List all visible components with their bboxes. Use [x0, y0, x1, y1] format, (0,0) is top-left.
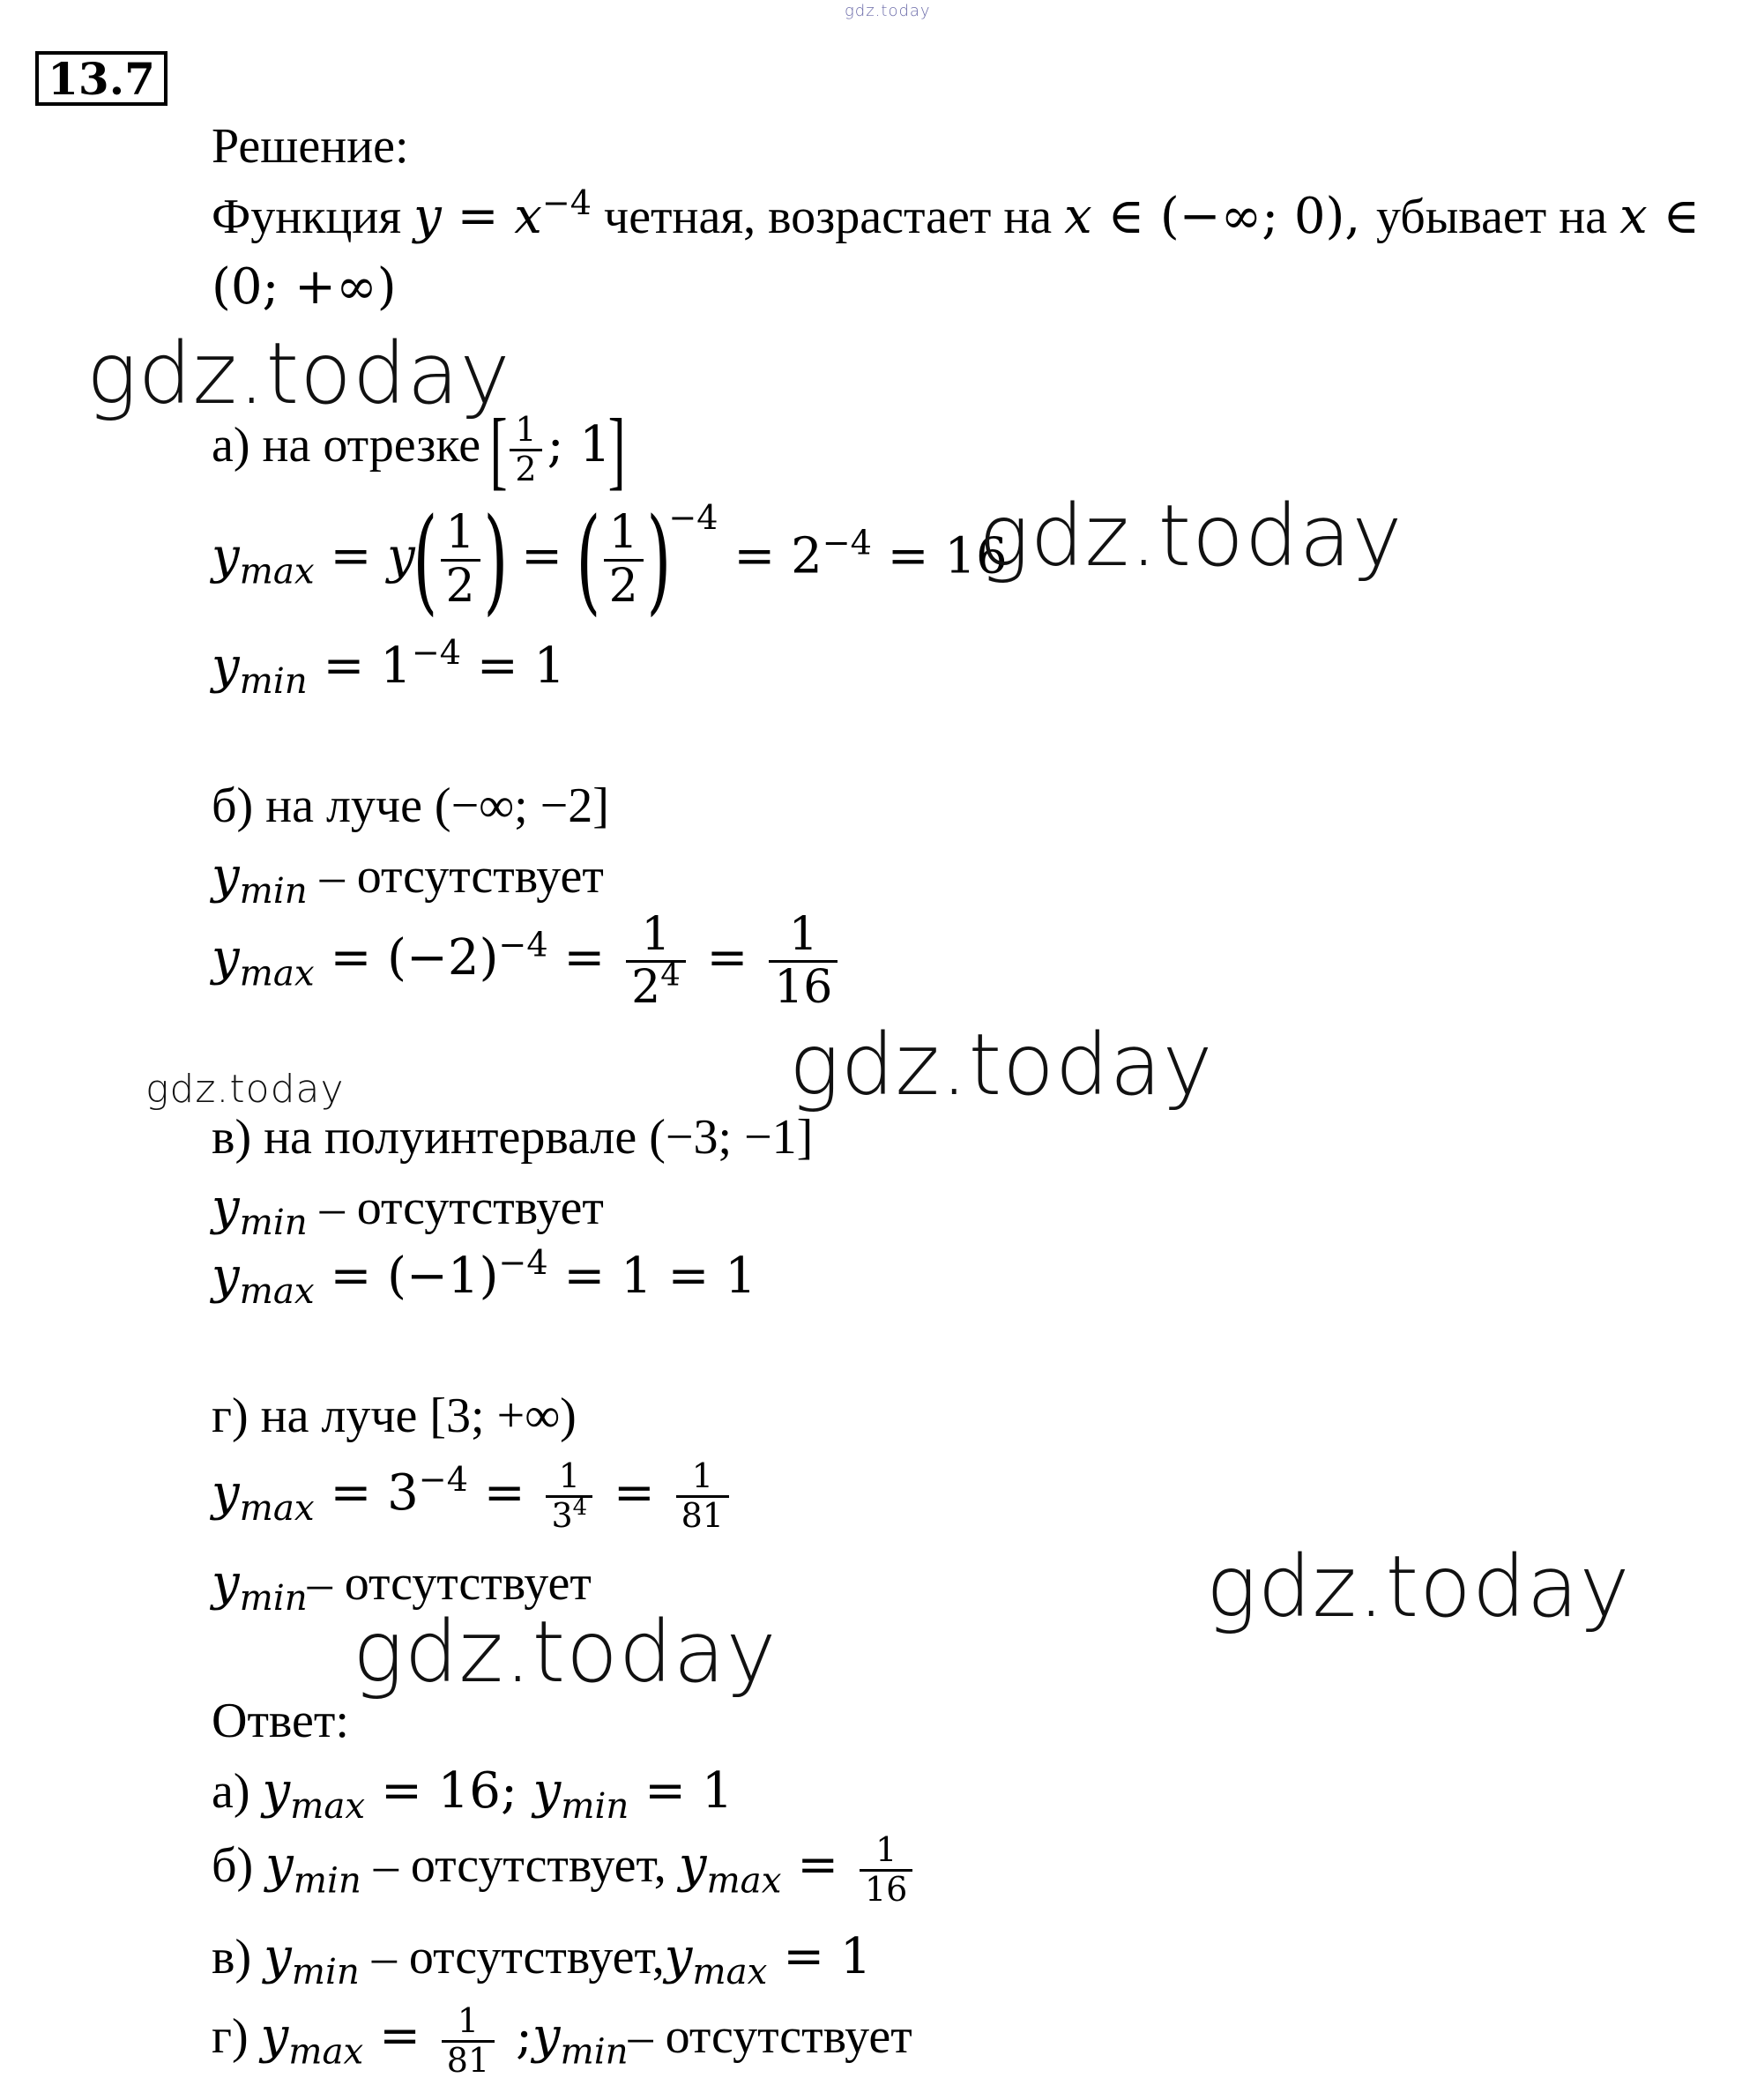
- ymax-frac-1: [441, 508, 480, 611]
- g-frac-1-num: 1: [546, 1458, 592, 1498]
- watermark-top: gdz.today: [845, 2, 931, 20]
- answer-a-label: а): [212, 1764, 263, 1819]
- part-g-label: г) на луче [3; +∞): [212, 1389, 577, 1443]
- paren-open-2: (: [576, 493, 601, 627]
- g-ymax-pow: −4: [418, 1459, 468, 1499]
- intro-eq: =: [441, 188, 515, 245]
- answer-a-ymax-sub: max: [290, 1785, 366, 1828]
- ymax-eq2: =: [505, 527, 578, 585]
- watermark-5: gdz.today: [1206, 1538, 1631, 1636]
- answer-b: [212, 1832, 918, 1909]
- part-g-ymax: [212, 1458, 734, 1535]
- answer-g-sep: ;: [500, 2007, 532, 2066]
- v-ymax-rest: = 1 = 1: [547, 1247, 756, 1305]
- answer-v-ymin-var: y: [264, 1928, 292, 1985]
- answer-b-ymin-var: y: [265, 1836, 294, 1895]
- answer-g-ymax-var: y: [260, 2007, 289, 2066]
- ymax-frac-1-num: 1: [441, 508, 480, 561]
- g-ymax-var: y: [212, 1463, 240, 1522]
- answer-b-eq: =: [781, 1836, 854, 1895]
- watermark-3: gdz.today: [789, 1016, 1214, 1114]
- b-frac-1-den-base: 2: [631, 961, 661, 1015]
- b-ymin-text: – отсутствует: [307, 849, 604, 904]
- solution-label: Решение:: [212, 119, 409, 174]
- b-eq2: =: [690, 929, 764, 987]
- ymax-sub: max: [239, 550, 315, 592]
- ymin-rest2: = 1: [461, 637, 566, 695]
- g-ymax-eq: = 3: [314, 1463, 419, 1522]
- b-ymax-eq: = (−2): [314, 929, 499, 987]
- v-ymin-text: – отсутствует: [307, 1180, 604, 1235]
- b-ymax-sub: max: [239, 952, 315, 994]
- answer-a-ymax-val: = 16;: [365, 1762, 533, 1820]
- g-frac-2: [676, 1458, 729, 1535]
- part-b-ymax: [212, 910, 843, 1013]
- ymax-eq3: = 2: [718, 527, 823, 585]
- answer-b-ymax-var: y: [678, 1836, 707, 1895]
- problem-number: 13.7: [35, 51, 168, 106]
- ymax-pow: −4: [668, 498, 718, 537]
- g-ymax-sub: max: [239, 1486, 315, 1529]
- g-frac-1-den-base: 3: [551, 1495, 573, 1535]
- b-frac-1-den-pow: 4: [660, 957, 681, 994]
- intro-in-sym: ∈: [1647, 188, 1700, 245]
- g-ymin-var: y: [212, 1554, 240, 1612]
- ymax-var: y: [212, 527, 240, 585]
- answer-v-ymax-var: y: [664, 1928, 693, 1985]
- answer-b-frac: [860, 1832, 912, 1909]
- ymin-sub: min: [239, 660, 308, 703]
- paren-open: (: [413, 493, 438, 627]
- answer-v: [212, 1928, 872, 1993]
- intro-text-a: Функция: [212, 190, 414, 244]
- ymin-var: y: [212, 637, 240, 695]
- b-frac-2-num: 1: [769, 910, 838, 963]
- intro-x2: x: [1619, 188, 1648, 245]
- answer-g-label: г): [212, 2009, 261, 2065]
- g-eq2: =: [598, 1463, 671, 1522]
- answer-b-ymax-sub: max: [706, 1859, 782, 1902]
- segment-frac-den: 2: [515, 449, 537, 488]
- answer-a-ymin-var: y: [532, 1762, 562, 1820]
- b-ymin-var: y: [212, 847, 240, 905]
- part-v-ymax: [212, 1243, 756, 1313]
- b-frac-1-num: 1: [626, 910, 686, 963]
- v-ymax-pow: −4: [498, 1243, 548, 1283]
- intro-x1: x: [1064, 188, 1092, 245]
- answer-g-frac: [442, 2003, 495, 2080]
- answer-v-label: в): [212, 1930, 264, 1985]
- ymin-pow: −4: [411, 633, 462, 673]
- g-frac-1-den: [546, 1493, 592, 1535]
- segment-rest: ; 1: [547, 415, 611, 473]
- answer-v-text: – отсутствует,: [359, 1930, 665, 1985]
- v-ymax-eq: = (−1): [314, 1247, 499, 1305]
- watermark-6: gdz.today: [353, 1603, 778, 1702]
- paren-close: ): [483, 493, 508, 627]
- segment-frac-num: 1: [510, 412, 541, 451]
- ymax-frac-1-den: 2: [445, 559, 475, 613]
- part-a-label-text: а) на отрезке: [212, 417, 494, 473]
- intro-exp: −4: [541, 183, 592, 223]
- answer-g-ymin-sub: min: [560, 2030, 629, 2073]
- ymax-eq1: = y: [314, 527, 415, 585]
- answer-a-ymin-val: = 1: [629, 1762, 733, 1820]
- part-a-label: [212, 400, 626, 498]
- g-frac-1: [546, 1458, 592, 1535]
- intro-text-c: убывает на: [1375, 190, 1620, 244]
- ymax-pow2: −4: [822, 523, 872, 562]
- part-v-label: в) на полуинтервале (−3; −1]: [212, 1110, 814, 1165]
- v-ymin-sub: min: [239, 1202, 308, 1244]
- answer-g: [212, 2003, 912, 2080]
- v-ymin-var: y: [212, 1179, 240, 1236]
- answer-b-frac-den: 16: [864, 1869, 908, 1909]
- part-v-ymin: [212, 1179, 604, 1244]
- answer-g-text: – отсутствует: [628, 2009, 912, 2065]
- segment-fraction: [510, 409, 541, 488]
- part-g-ymin: [212, 1554, 592, 1620]
- intro-func-x: x: [514, 188, 542, 245]
- answer-g-ymax-sub: max: [288, 2030, 364, 2073]
- watermark-1: gdz.today: [86, 324, 511, 423]
- answer-a: [212, 1762, 733, 1828]
- g-ymin-text: – отсутствует: [307, 1556, 592, 1611]
- intro-interval1: ∈ (−∞; 0),: [1091, 188, 1376, 245]
- part-a-ymax: [212, 493, 1008, 627]
- v-ymax-sub: max: [239, 1270, 315, 1313]
- answer-b-frac-num: 1: [860, 1832, 912, 1872]
- answer-g-frac-den: 81: [446, 2040, 490, 2080]
- part-b-ymin: [212, 847, 604, 912]
- intro-line-1: [212, 183, 1700, 245]
- ymin-rest: = 1: [307, 637, 412, 695]
- b-frac-1: [626, 910, 686, 1013]
- answer-a-ymin-sub: min: [561, 1785, 629, 1828]
- answer-b-label: б): [212, 1838, 266, 1894]
- ymax-frac-2-num: 1: [604, 508, 644, 561]
- g-frac-2-den: 81: [681, 1495, 724, 1535]
- paren-close-2: ): [646, 493, 671, 627]
- watermark-4: gdz.today: [145, 1067, 345, 1112]
- segment-open-bracket: [: [489, 400, 508, 498]
- answer-v-ymin-sub: min: [291, 1951, 360, 1993]
- answer-g-frac-num: 1: [442, 2003, 495, 2043]
- b-eq: =: [547, 929, 622, 987]
- part-b-label: б) на луче (−∞; −2]: [212, 778, 609, 833]
- answer-label: Ответ:: [212, 1694, 349, 1748]
- segment-close-bracket: ]: [607, 400, 626, 498]
- answer-v-val: = 1: [767, 1928, 872, 1985]
- part-a-ymin: [212, 633, 566, 703]
- intro-line-2: (0; +∞): [212, 258, 397, 316]
- g-frac-1-den-pow: 4: [572, 1493, 588, 1521]
- b-ymax-pow: −4: [498, 925, 548, 964]
- g-frac-2-num: 1: [676, 1458, 729, 1498]
- ymax-frac-2: [604, 508, 644, 611]
- b-ymin-sub: min: [239, 870, 308, 912]
- answer-g-ymin-var: y: [532, 2007, 561, 2066]
- answer-v-ymax-sub: max: [692, 1951, 768, 1993]
- answer-b-text: – отсутствует,: [361, 1838, 679, 1894]
- b-frac-1-den: [626, 957, 686, 1015]
- b-frac-2-den: 16: [774, 961, 833, 1015]
- v-ymax-var: y: [212, 1247, 240, 1305]
- b-frac-2: [769, 910, 838, 1013]
- answer-a-ymax-var: y: [262, 1762, 291, 1820]
- ymax-eq4: = 16: [871, 527, 1008, 585]
- intro-func-y: y: [413, 188, 442, 245]
- intro-text-b: четная, возрастает на: [592, 190, 1065, 244]
- g-eq: =: [467, 1463, 541, 1522]
- answer-g-eq: =: [363, 2007, 436, 2066]
- answer-b-ymin-sub: min: [293, 1859, 361, 1902]
- watermark-2: gdz.today: [979, 487, 1403, 585]
- b-ymax-var: y: [212, 929, 240, 987]
- ymax-frac-2-den: 2: [608, 559, 638, 613]
- g-ymin-sub: min: [239, 1577, 308, 1620]
